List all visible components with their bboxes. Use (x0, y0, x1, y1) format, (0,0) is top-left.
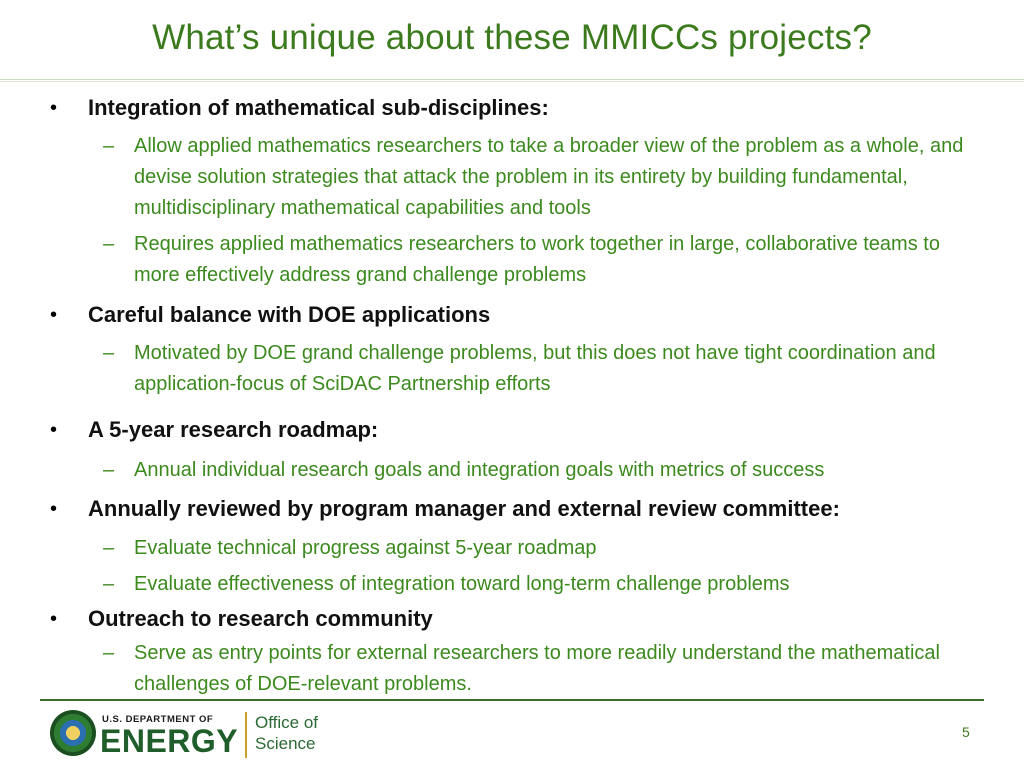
dash-icon: – (103, 233, 115, 255)
sub-item: Evaluate effectiveness of integration toward long-term challenge problems (134, 573, 790, 595)
slide-title: What’s unique about these MMICCs projects? (152, 18, 872, 57)
sub-item: Annual individual research goals and integration goals with metrics of success (134, 459, 825, 481)
bullet-icon: • (50, 419, 58, 441)
dash-icon: – (103, 642, 115, 664)
bullet-icon: • (50, 608, 58, 630)
sub-item: Evaluate technical progress against 5-year roadmap (134, 537, 597, 559)
section-heading: Annually reviewed by program manager and external review committee: (88, 496, 840, 521)
dash-icon: – (103, 573, 115, 595)
bullet-icon: • (50, 304, 58, 326)
office-of-science-text (255, 712, 318, 754)
sub-item: Motivated by DOE grand challenge problems, but this does not have tight coordination and application-focus of SciDAC Partnership efforts (134, 342, 936, 395)
page-number: 5 (962, 724, 970, 740)
doe-seal-icon (50, 710, 96, 756)
title-divider (0, 79, 1024, 82)
dash-icon: – (103, 537, 115, 559)
section-heading: A 5-year research roadmap: (88, 417, 379, 442)
footer-divider (40, 699, 984, 701)
dash-icon: – (103, 459, 115, 481)
sub-item: Allow applied mathematics researchers to take a broader view of the problem as a whole, and devise solution strategies that attack the problem in its entirety by building fundamental, multidisciplinary mathematical capabilities and tools (134, 135, 964, 219)
dash-icon: – (103, 342, 115, 364)
logo-separator (245, 712, 247, 758)
dash-icon: – (103, 135, 115, 157)
logo-energy-text: ENERGY (100, 723, 239, 759)
bullet-icon: • (50, 498, 58, 520)
bullet-icon: • (50, 97, 58, 119)
office-line-1: Office of (255, 713, 318, 732)
doe-office-of-science-logo (50, 710, 340, 760)
logo-department-text: U.S. DEPARTMENT OF (102, 714, 214, 725)
section-heading: Careful balance with DOE applications (88, 302, 491, 327)
sub-item: Requires applied mathematics researchers to work together in large, collaborative teams to more effectively address grand challenge problems (134, 233, 940, 286)
section-heading: Integration of mathematical sub-disciplines: (88, 95, 549, 120)
office-line-2: Science (255, 734, 316, 753)
sub-item: Serve as entry points for external researchers to more readily understand the mathematical challenges of DOE-relevant problems. (134, 642, 940, 695)
section-heading: Outreach to research community (88, 606, 433, 631)
